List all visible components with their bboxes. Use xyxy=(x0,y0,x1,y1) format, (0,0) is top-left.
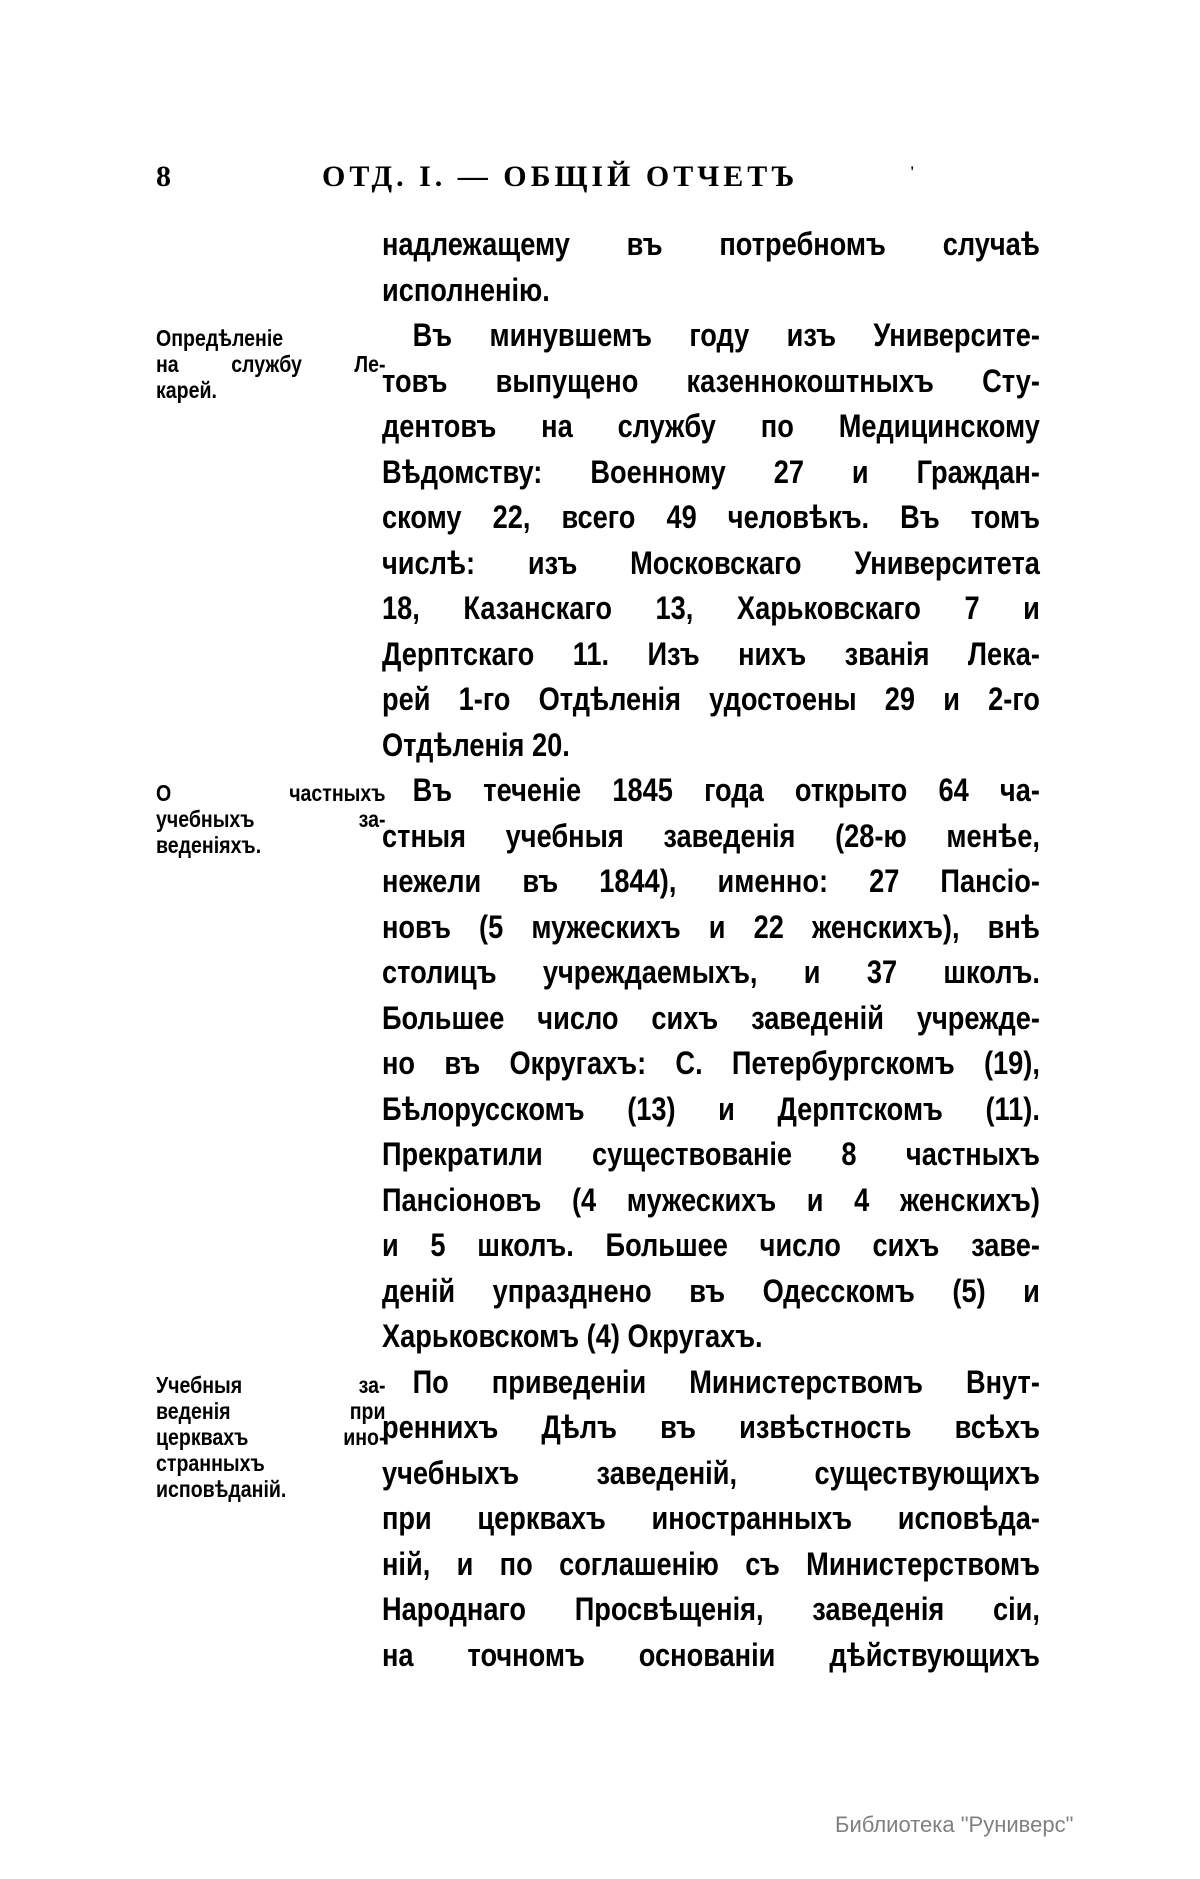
text-line: надлежащему въ потребномъ случаѣ xyxy=(382,226,1040,262)
margin-note-line: церквахъ ино- xyxy=(156,1423,386,1450)
text-line: деній упразднено въ Одесскомъ (5) и xyxy=(382,1272,1040,1309)
text-line: Отдѣленія 20. xyxy=(382,726,570,763)
margin-note-line: веденіяхъ. xyxy=(156,832,262,858)
body-text xyxy=(382,222,1040,1678)
library-watermark: Библиотека "Руниверс" xyxy=(835,1812,1074,1837)
text-line: Дерптскаго 11. Изъ нихъ званія Лека- xyxy=(382,635,1040,672)
text-line: на точномъ основаніи дѣйствующихъ xyxy=(382,1636,1040,1673)
text-line: Харьковскомъ (4) Округахъ. xyxy=(382,1318,763,1354)
margin-note-line: учебныхъ за- xyxy=(156,806,386,832)
text-line: Народнаго Просвѣщенія, заведенія сіи, xyxy=(382,1591,1040,1627)
text-line: скому 22, всего 49 человѣкъ. Въ томъ xyxy=(382,499,1040,535)
text-line: Большее число сихъ заведеній учрежде- xyxy=(382,999,1040,1036)
margin-note-line: Учебныя за- xyxy=(156,1371,386,1398)
text-line: Въ минувшемъ году изъ Университе- xyxy=(412,317,1040,353)
text-line: учебныхъ заведеній, существующихъ xyxy=(382,1454,1040,1491)
text-line: и 5 школъ. Большее число сихъ заве- xyxy=(382,1227,1040,1263)
text-line: нежели въ 1844), именно: 27 Пансіо- xyxy=(382,863,1040,899)
margin-note-line: Опредѣленіе xyxy=(156,325,284,351)
text-line: ній, и по соглашенію съ Министерствомъ xyxy=(382,1545,1040,1582)
text-line: столицъ учреждаемыхъ, и 37 школъ. xyxy=(382,954,1040,990)
text-line: Прекратили существованіе 8 частныхъ xyxy=(382,1136,1040,1172)
text-line: стныя учебныя заведенія (28-ю менѣе, xyxy=(382,817,1040,854)
margin-note-line: карей. xyxy=(156,377,217,403)
text-line: реннихъ Дѣлъ въ извѣстность всѣхъ xyxy=(382,1409,1040,1445)
running-header: ОТД. I. — ОБЩІЙ ОТЧЕТЪ xyxy=(322,160,799,193)
text-line: Въ теченіе 1845 года открыто 64 ча- xyxy=(412,772,1040,808)
header-mark: ' xyxy=(910,164,915,181)
margin-note-line: на службу Ле- xyxy=(156,351,386,377)
margin-note xyxy=(156,1372,386,1502)
text-line: Бѣлорусскомъ (13) и Дерптскомъ (11). xyxy=(382,1090,1040,1127)
margin-note-line: О частныхъ xyxy=(156,780,386,806)
text-line: По приведеніи Министерствомъ Внут- xyxy=(412,1363,1040,1400)
text-line: рей 1-го Отдѣленія удостоены 29 и 2-го xyxy=(382,681,1040,717)
margin-note xyxy=(156,780,386,858)
text-line: исполненію. xyxy=(382,271,550,308)
text-line: дентовъ на службу по Медицинскому xyxy=(382,408,1040,444)
margin-note-line: исповѣданій. xyxy=(156,1475,287,1502)
margin-note xyxy=(156,325,386,403)
text-line: но въ Округахъ: С. Петербургскомъ (19), xyxy=(382,1045,1040,1081)
text-line: Пансіоновъ (4 мужескихъ и 4 женскихъ) xyxy=(382,1181,1040,1218)
margin-note-line: веденія при xyxy=(156,1397,386,1424)
text-line: числѣ: изъ Московскаго Университета xyxy=(382,544,1040,581)
text-line: при церквахъ иностранныхъ исповѣда- xyxy=(382,1500,1040,1536)
margin-note-line: странныхъ xyxy=(156,1449,265,1476)
text-line: 18, Казанскаго 13, Харьковскаго 7 и xyxy=(382,590,1040,626)
text-line: новъ (5 мужескихъ и 22 женскихъ), внѣ xyxy=(382,908,1040,945)
page-number: 8 xyxy=(156,160,171,193)
text-line: Вѣдомству: Военному 27 и Граждан- xyxy=(382,453,1040,490)
text-line: товъ выпущено казеннокоштныхъ Сту- xyxy=(382,362,1040,399)
